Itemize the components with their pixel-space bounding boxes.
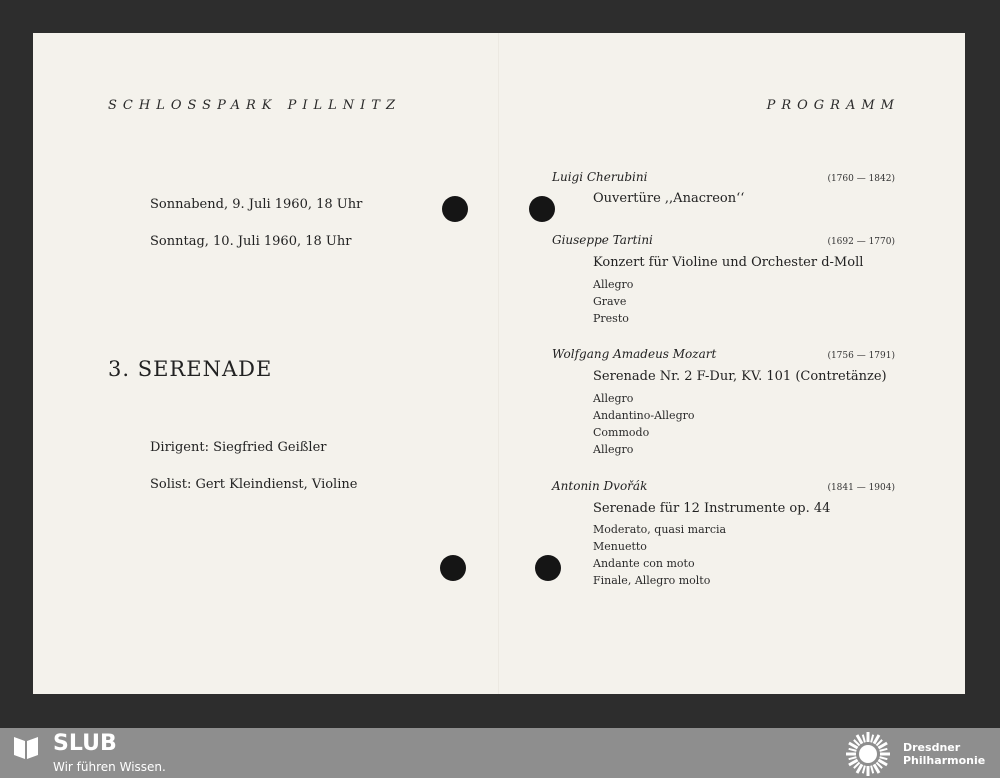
movement: Andantino-Allegro — [593, 409, 695, 422]
conductor-line: Dirigent: Siegfried Geißler — [150, 440, 327, 455]
program-header: PROGRAMM — [766, 98, 900, 113]
footer-bar — [0, 728, 1000, 778]
punch-hole — [442, 196, 468, 222]
composer-years: (1760 — 1842) — [827, 174, 895, 184]
sunburst-logo-icon — [842, 730, 894, 778]
punch-hole — [440, 555, 466, 581]
slub-logo-text: SLUB — [53, 731, 117, 756]
composer-name: Luigi Cherubini — [552, 170, 648, 184]
book-logo-icon — [12, 733, 40, 761]
concert-title: 3. SERENADE — [108, 357, 273, 381]
soloist-line: Solist: Gert Kleindienst, Violine — [150, 477, 358, 492]
date-line: Sonnabend, 9. Juli 1960, 18 Uhr — [150, 197, 363, 212]
composer-years: (1756 — 1791) — [827, 351, 895, 361]
slub-tagline: Wir führen Wissen. — [53, 760, 166, 774]
movement: Allegro — [593, 392, 634, 405]
movement: Menuetto — [593, 540, 647, 553]
work-title: Serenade für 12 Instrumente op. 44 — [593, 501, 831, 516]
composer-name: Antonin Dvořák — [552, 479, 648, 493]
movement: Grave — [593, 295, 627, 308]
movement: Andante con moto — [593, 557, 695, 570]
venue-header: SCHLOSSPARK PILLNITZ — [108, 98, 401, 113]
composer-years: (1692 — 1770) — [827, 237, 895, 247]
punch-hole — [535, 555, 561, 581]
movement: Allegro — [593, 443, 634, 456]
date-line: Sonntag, 10. Juli 1960, 18 Uhr — [150, 234, 352, 249]
composer-name: Giuseppe Tartini — [552, 233, 653, 247]
dresdner-philharmonie-logo-text: Dresdner Philharmonie — [903, 741, 986, 767]
composer-years: (1841 — 1904) — [827, 483, 895, 493]
movement: Presto — [593, 312, 629, 325]
composer-name: Wolfgang Amadeus Mozart — [552, 347, 717, 361]
movement: Allegro — [593, 278, 634, 291]
work-title: Konzert für Violine und Orchester d-Moll — [593, 255, 864, 270]
center-fold — [498, 33, 499, 694]
movement: Finale, Allegro molto — [593, 574, 711, 587]
movement: Commodo — [593, 426, 650, 439]
movement: Moderato, quasi marcia — [593, 523, 727, 536]
work-title: Serenade Nr. 2 F-Dur, KV. 101 (Contretänze) — [593, 369, 887, 384]
punch-hole — [529, 196, 555, 222]
work-title: Ouvertüre ,,Anacreon‘‘ — [593, 191, 745, 206]
